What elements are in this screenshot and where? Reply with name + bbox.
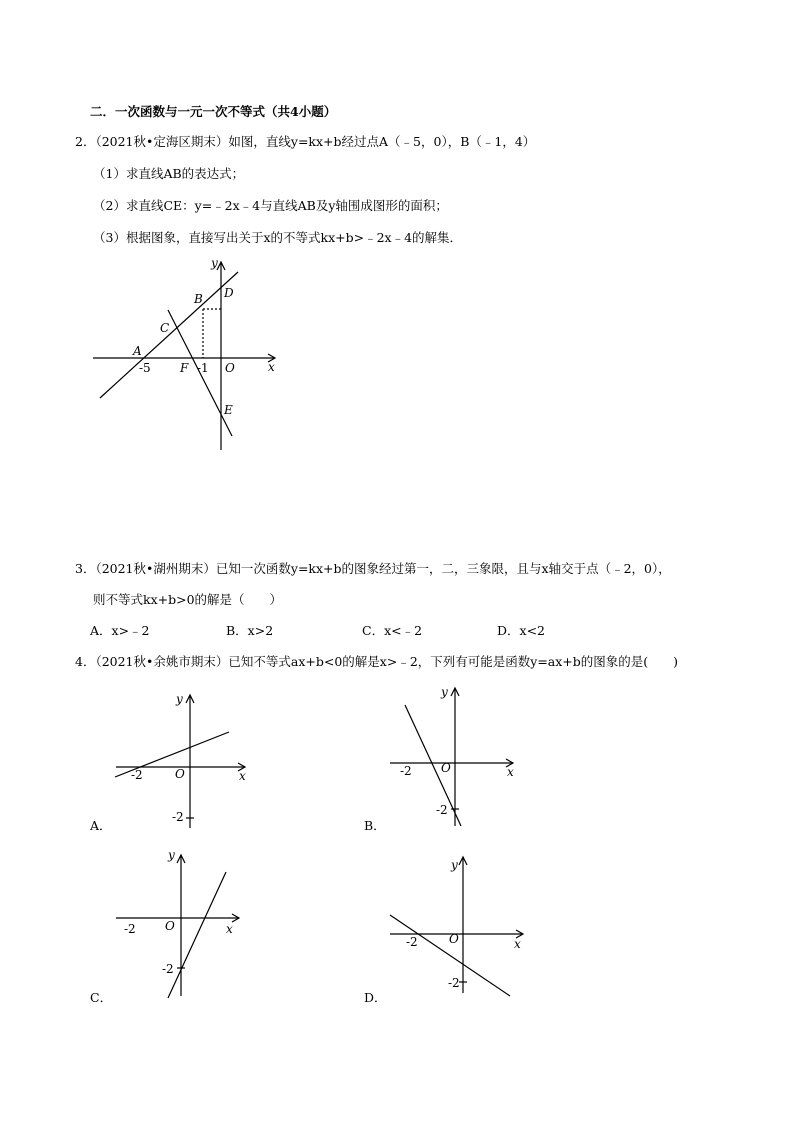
q2-point-d: D: [224, 286, 234, 300]
graph-b-option: B．: [364, 818, 386, 833]
q3-option-d: D．x<2: [497, 623, 545, 638]
graph-b: [390, 688, 513, 826]
q2-x-label: x: [268, 360, 275, 374]
q2-stem: 2．（2021秋•定海区期末）如图，直线y=kx+b经过点A（﹣5，0），B（﹣1，4）: [75, 134, 536, 149]
graph-c-option: C．: [90, 990, 113, 1005]
graph-c-x-label: x: [226, 922, 233, 936]
q2-tick-neg1: -1: [197, 361, 209, 375]
graph-c-tick-x: -2: [124, 922, 136, 936]
graph-a: [115, 695, 245, 828]
graph-d-x-label: x: [514, 937, 521, 951]
q2-part1: （1）求直线AB的表达式；: [93, 166, 245, 181]
q2-point-b: B: [194, 292, 203, 306]
section-title: 二．一次函数与一元一次不等式（共4小题）: [90, 104, 337, 119]
graph-b-origin: O: [441, 761, 451, 775]
q3-option-c: C．x<﹣2: [362, 623, 423, 638]
q2-y-label: y: [211, 256, 218, 270]
graph-d-origin: O: [449, 932, 459, 946]
graph-d-tick-y: -2: [448, 976, 460, 990]
graph-c-y-label: y: [168, 848, 175, 862]
graph-b-tick-x: -2: [400, 764, 412, 778]
graph-b-x-label: x: [507, 765, 514, 779]
graph-a-origin: O: [175, 767, 185, 781]
q2-point-a: A: [133, 344, 142, 358]
graph-a-option: A．: [90, 818, 112, 833]
q2-point-e: E: [224, 403, 233, 417]
q2-part2: （2）求直线CE：y=﹣2x﹣4与直线AB及y轴围成图形的面积；: [93, 198, 448, 213]
graph-c-tick-y: -2: [162, 962, 174, 976]
graph-a-y-label: y: [176, 692, 183, 706]
q2-point-c: C: [160, 321, 170, 335]
graph-d-y-label: y: [451, 858, 458, 872]
q3-option-a: A．x>﹣2: [90, 623, 150, 638]
graph-a-tick-y: -2: [172, 810, 184, 824]
graph-d-option: D．: [364, 990, 387, 1005]
q2-part3: （3）根据图象，直接写出关于x的不等式kx+b>﹣2x﹣4的解集．: [93, 230, 463, 245]
q3-stem-2: 则不等式kx+b>0的解是（ ）: [93, 592, 283, 607]
q3-option-b: B．x>2: [226, 623, 274, 638]
q2-tick-neg5: -5: [139, 361, 151, 375]
q2-origin: O: [225, 361, 235, 375]
q3-stem: 3．（2021秋•湖州期末）已知一次函数y=kx+b的图象经过第一，二，三象限，且与x轴交于点（﹣2，0），: [75, 561, 671, 576]
graph-a-tick-x: -2: [131, 768, 143, 782]
graph-b-tick-y: -2: [436, 803, 448, 817]
graph-c-origin: O: [165, 919, 175, 933]
q4-stem: 4．（2021秋•余姚市期末）已知不等式ax+b<0的解是x>﹣2，下列有可能是函数y=ax+b的图象的是( ): [75, 654, 679, 669]
graph-d-tick-x: -2: [406, 935, 418, 949]
q2-point-f: F: [180, 361, 189, 375]
graph-b-y-label: y: [441, 685, 448, 699]
graph-a-x-label: x: [239, 769, 246, 783]
